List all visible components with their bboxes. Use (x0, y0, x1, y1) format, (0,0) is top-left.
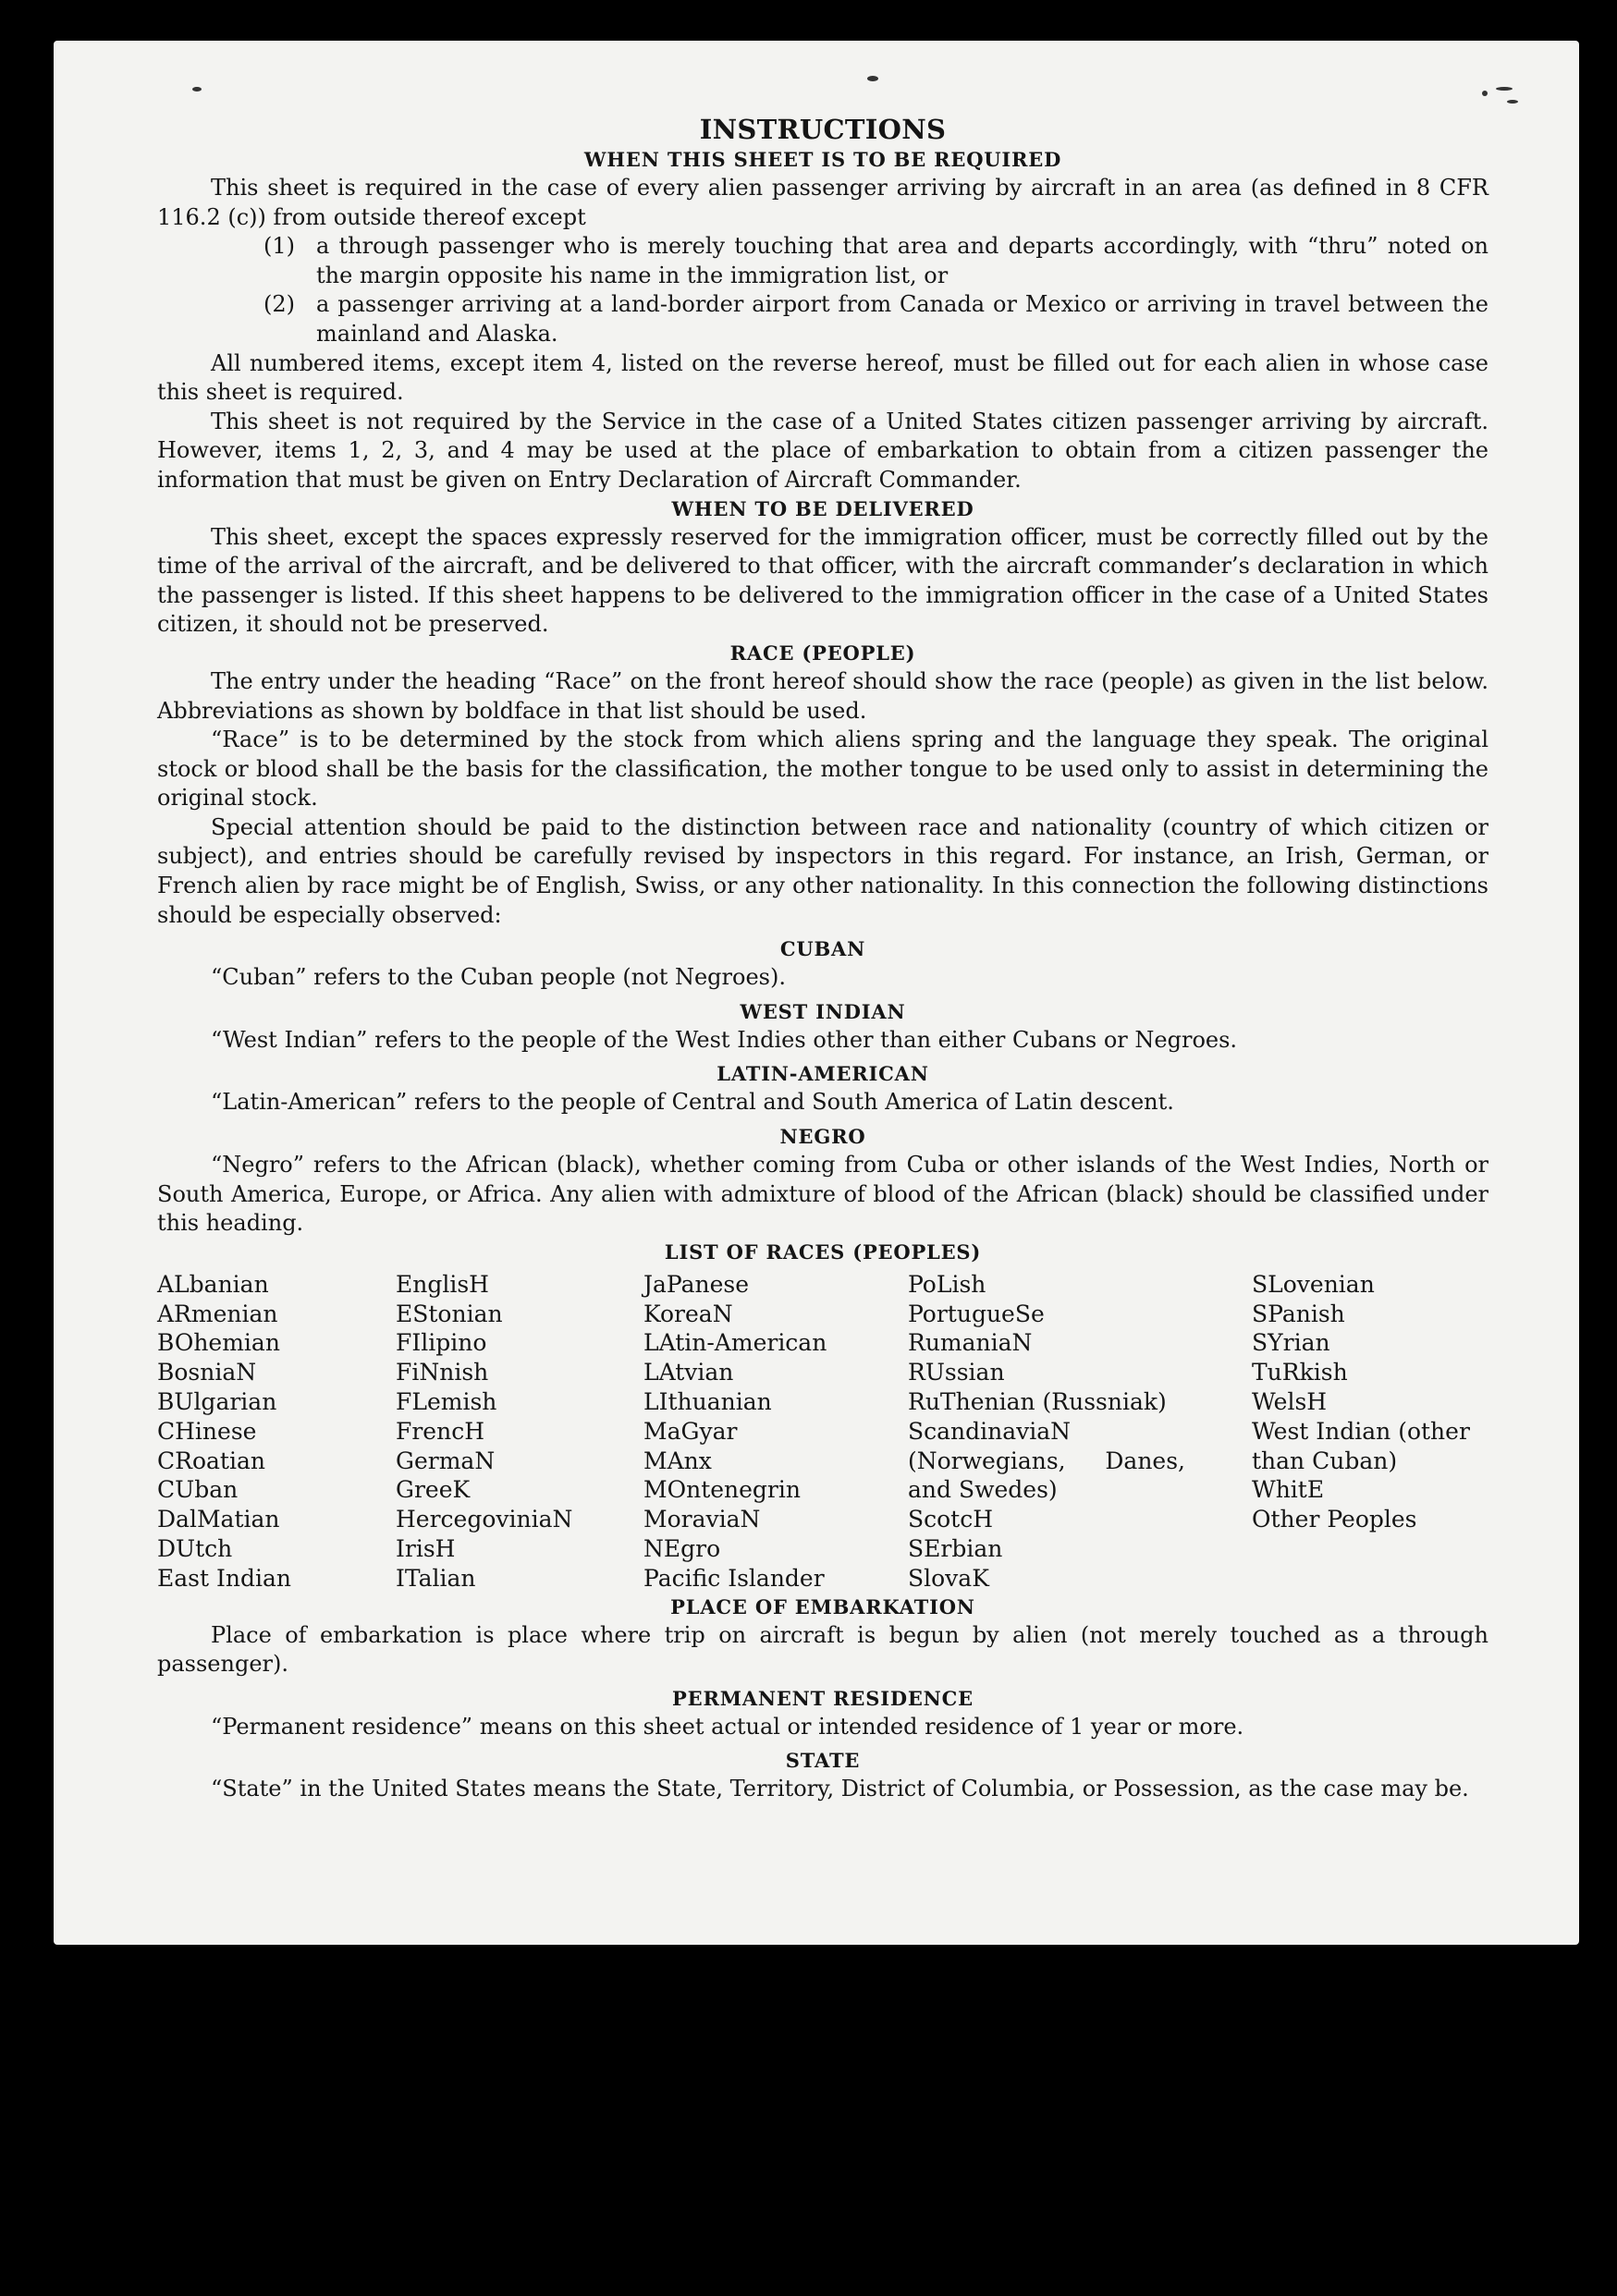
heading-state: STATE (785, 1749, 861, 1773)
definition-negro: “Negro” refers to the African (black), whether coming from Cuba or other islands of the West Indies, North or South America, Europe, or Africa. Any alien with admixture of blood of the African (black) should be classified under this heading. (157, 1152, 1488, 1237)
speck (867, 76, 878, 81)
heading-permanent-residence: PERMANENT RESIDENCE (672, 1686, 974, 1710)
race-item: WhitE (1252, 1476, 1325, 1504)
paragraph-delivery: This sheet, except the spaces expressly reserved for the immigration officer, must be correctly filled out by the time of the arrival of the aircraft, and be delivered to that officer, with the aircraft commander’s declaration in which the passenger is listed. If this sheet happens to be delivered to the immigration officer in the case of a United States citizen, it should not be preserved. (157, 523, 1488, 638)
definition-west-indian: “West Indian” refers to the people of the West Indies other than either Cubans or Negroes. (211, 1026, 1238, 1053)
races-column-2 (396, 1270, 643, 1594)
race-item: JaPanese (643, 1270, 750, 1298)
races-column-4 (908, 1270, 1252, 1594)
race-item: SLovenian (1252, 1270, 1375, 1298)
race-item: DalMatian (157, 1506, 280, 1533)
races-column-1 (157, 1270, 396, 1594)
heading-embarkation: PLACE OF EMBARKATION (670, 1594, 975, 1618)
definition-state: “State” in the United States means the State, Territory, District of Columbia, or Possession, as the case may be. (211, 1776, 1469, 1802)
list-item (157, 232, 1488, 290)
document-page (54, 41, 1579, 1945)
race-item: IrisH (396, 1534, 456, 1562)
paragraph-citizen: This sheet is not required by the Service in the case of a United States citizen passenger arriving by aircraft. However, items 1, 2, 3, and 4 may be used at the place of embarkation to obtain from a citizen passenger the information that must be given on Entry Declaration of Aircraft Commander. (157, 408, 1488, 493)
race-item: ScotcH (908, 1506, 994, 1533)
race-item: WelsH (1252, 1388, 1328, 1415)
heading-west-indian: WEST INDIAN (740, 999, 906, 1023)
list-item (157, 290, 1488, 348)
race-item: ScandinaviaN (Norwegians, Danes, and Swedes) (908, 1417, 1185, 1504)
race-item: Pacific Islander (643, 1564, 825, 1592)
list-item-number: (2) (263, 291, 295, 318)
races-table (157, 1270, 1488, 1594)
race-item: BosniaN (157, 1359, 257, 1386)
race-item: West Indian (other than Cuban) (1252, 1417, 1470, 1474)
race-item: BUlgarian (157, 1388, 277, 1415)
race-item: LIthuanian (643, 1388, 772, 1415)
race-item: FIlipino (396, 1329, 487, 1357)
paragraph-numbered-items: All numbered items, except item 4, listed on the reverse hereof, must be filled out for each alien in whose case this sheet is required. (157, 349, 1488, 406)
race-item: ARmenian (157, 1300, 278, 1327)
race-item: RumaniaN (908, 1329, 1033, 1357)
heading-cuban: CUBAN (779, 937, 866, 961)
race-item: PoLish (908, 1270, 986, 1298)
race-item: EnglisH (396, 1270, 489, 1298)
speck (1482, 91, 1488, 96)
race-item: RUssian (908, 1359, 1005, 1386)
speck (192, 87, 202, 92)
race-item: LAtvian (643, 1359, 734, 1386)
race-item: SlovaK (908, 1564, 989, 1592)
race-item: CRoatian (157, 1447, 265, 1474)
heading-latin-american: LATIN-AMERICAN (717, 1062, 929, 1086)
race-item: SErbian (908, 1534, 1003, 1562)
definition-embarkation: Place of embarkation is place where trip on aircraft is begun by alien (not merely touched as a through passenger). (157, 1621, 1488, 1678)
list-item-number: (1) (263, 233, 295, 260)
race-item: SPanish (1252, 1300, 1345, 1327)
page-title: INSTRUCTIONS (699, 114, 947, 145)
race-item: FrencH (396, 1417, 484, 1445)
heading-when-delivered: WHEN TO BE DELIVERED (671, 496, 974, 520)
races-column-3 (643, 1270, 908, 1594)
race-item: East Indian (157, 1564, 291, 1592)
race-item: BOhemian (157, 1329, 280, 1357)
definition-cuban: “Cuban” refers to the Cuban people (not Negroes). (211, 964, 786, 991)
race-item: CHinese (157, 1417, 257, 1445)
document-body (157, 113, 1488, 1804)
heading-race: RACE (PEOPLE) (729, 641, 916, 665)
definition-permanent-residence: “Permanent residence” means on this sheet actual or intended residence of 1 year or more. (211, 1713, 1244, 1740)
list-item-text: a passenger arriving at a land-border airport from Canada or Mexico or arriving in travel between the mainland and Alaska. (316, 291, 1488, 347)
definition-latin-american: “Latin-American” refers to the people of Central and South America of Latin descent. (211, 1089, 1174, 1116)
race-item: GermaN (396, 1447, 496, 1474)
race-item: SYrian (1252, 1329, 1330, 1357)
race-item: DUtch (157, 1534, 233, 1562)
race-item: MAnx (643, 1447, 712, 1474)
race-item: PortugueSe (908, 1300, 1045, 1327)
race-item: Other Peoples (1252, 1506, 1417, 1533)
race-item: FLemish (396, 1388, 497, 1415)
paragraph-race-entry: The entry under the heading “Race” on the front hereof should show the race (people) as given in the list below. Abbreviations as shown by boldface in that list should be used. (157, 667, 1488, 724)
heading-negro: NEGRO (779, 1125, 866, 1149)
race-item: CUban (157, 1476, 239, 1504)
race-item: NEgro (643, 1534, 721, 1562)
race-item: LAtin-American (643, 1329, 827, 1357)
race-item: ITalian (396, 1564, 476, 1592)
speck (1507, 100, 1518, 104)
heading-when-required: WHEN THIS SHEET IS TO BE REQUIRED (583, 148, 1062, 171)
race-item: KoreaN (643, 1300, 733, 1327)
heading-list-of-races: LIST OF RACES (PEOPLES) (664, 1240, 982, 1264)
race-item: HercegoviniaN (396, 1506, 573, 1533)
race-item: FiNnish (396, 1359, 489, 1386)
race-item: RuThenian (Russniak) (908, 1388, 1167, 1415)
race-item: GreeK (396, 1476, 471, 1504)
speck (1496, 87, 1513, 91)
race-item: MoraviaN (643, 1506, 761, 1533)
race-item: TuRkish (1252, 1359, 1348, 1386)
race-item: EStonian (396, 1300, 503, 1327)
paragraph-race-stock: “Race” is to be determined by the stock from which aliens spring and the language they speak. The original stock or blood shall be the basis for the classification, the mother tongue to be used only to assist in determining the original stock. (157, 727, 1488, 812)
race-item: MOntenegrin (643, 1476, 801, 1504)
paragraph-race-nationality: Special attention should be paid to the distinction between race and nationality (country of which citizen or subject), and entries should be carefully revised by inspectors in this regard. For instance, an Irish, German, or French alien by race might be of English, Swiss, or any other nationality. In this connection the following distinctions should be especially observed: (157, 813, 1488, 928)
paragraph-intro: This sheet is required in the case of every alien passenger arriving by aircraft in an area (as defined in 8 CFR 116.2 (c)) from outside thereof except (157, 175, 1488, 230)
list-item-text: a through passenger who is merely touching that area and departs accordingly, with “thru” noted on the margin opposite his name in the immigration list, or (316, 233, 1488, 288)
race-item: MaGyar (643, 1417, 738, 1445)
races-column-5 (1252, 1270, 1488, 1594)
race-item: ALbanian (157, 1270, 269, 1298)
